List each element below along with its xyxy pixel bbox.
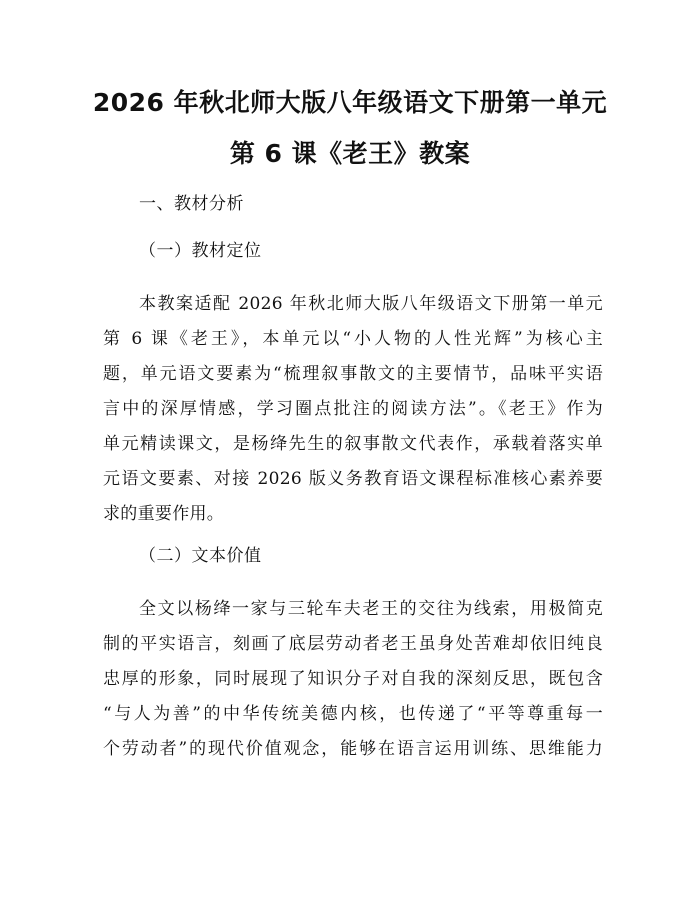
paragraph-line: 全文以杨绛一家与三轮车夫老王的交往为线索，用极简克 (139, 599, 603, 619)
paragraph-line: 元语文要素、对接 2026 版义务教育语文课程标准核心素养要 (103, 469, 603, 489)
section-heading-textbook-analysis: 一、教材分析 (139, 194, 244, 214)
paragraph-line: 本教案适配 2026 年秋北师大版八年级语文下册第一单元 (139, 294, 603, 314)
subsection-heading-text-value: （二）文本价值 (139, 546, 262, 566)
paragraph-line: 求的重要作用。 (103, 504, 225, 524)
paragraph-line: 题，单元语文要素为“梳理叙事散文的主要情节，品味平实语 (103, 364, 603, 384)
paragraph-line: 第 6 课《老王》，本单元以“小人物的人性光辉”为核心主 (103, 329, 603, 349)
paragraph-positioning (103, 287, 603, 532)
paragraph-line: 忠厚的形象，同时展现了知识分子对自我的深刻反思，既包含 (103, 669, 603, 689)
paragraph-line: 个劳动者”的现代价值观念，能够在语言运用训练、思维能力 (103, 739, 603, 759)
paragraph-line: “与人为善”的中华传统美德内核，也传递了“平等尊重每一 (103, 704, 603, 724)
document-title-line-2: 第 6 课《老王》教案 (229, 139, 471, 168)
paragraph-line: 单元精读课文，是杨绛先生的叙事散文代表作，承载着落实单 (103, 434, 603, 454)
subsection-heading-positioning: （一）教材定位 (139, 241, 262, 261)
paragraph-line: 制的平实语言，刻画了底层劳动者老王虽身处苦难却依旧纯良 (103, 634, 603, 654)
paragraph-text-value (103, 592, 603, 767)
document-title-line-1: 2026 年秋北师大版八年级语文下册第一单元 (92, 88, 608, 117)
paragraph-line: 言中的深厚情感，学习圈点批注的阅读方法”。《老王》作为 (103, 399, 603, 419)
